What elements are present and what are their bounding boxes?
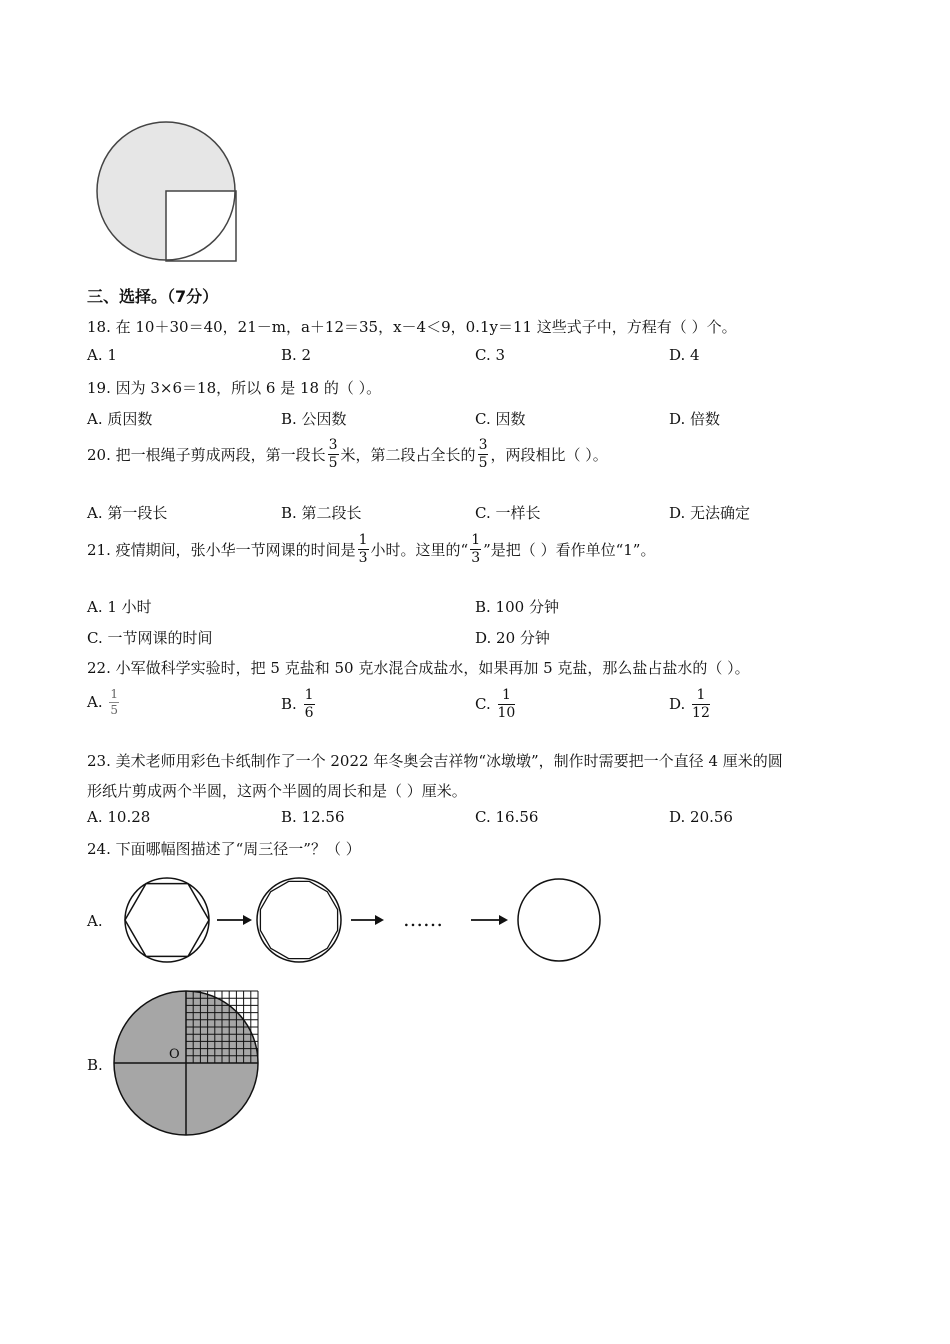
q20-fraction-1: [328, 438, 339, 470]
q23-option-a[interactable]: A. 10.28: [87, 808, 151, 826]
q21-option-a[interactable]: A. 1 小时: [87, 598, 152, 616]
q22-a-num: 1: [110, 687, 119, 701]
q22-option-d[interactable]: [669, 688, 712, 720]
q22-option-b-label: B.: [281, 695, 297, 714]
q22-option-a-fraction: [109, 688, 119, 716]
ellipsis-dots: ……: [403, 907, 443, 931]
q22-option-b-fraction: [304, 688, 315, 720]
q22-d-num: 1: [692, 688, 710, 705]
q20-stem-part3: ，两段相比（ ）。: [490, 445, 608, 464]
q22-b-den: 6: [304, 704, 314, 721]
q21-frac2-den: 3: [471, 549, 481, 566]
arrow-icon: [471, 915, 508, 925]
circle-square-figure: [95, 118, 245, 268]
plain-circle: [518, 879, 600, 961]
q22-option-d-label: D.: [669, 695, 686, 714]
q20-frac2-den: 5: [478, 454, 488, 471]
q19-option-a[interactable]: A. 质因数: [87, 410, 153, 428]
q20-frac2-num: 3: [478, 437, 488, 453]
q21-stem-part3: ”是把（ ）看作单位“1”。: [483, 540, 656, 559]
q22-option-a[interactable]: [87, 688, 121, 716]
q20-stem: [87, 438, 608, 470]
q20-option-b[interactable]: B. 第二段长: [281, 504, 362, 522]
q22-c-den: 10: [497, 704, 516, 721]
q21-option-d[interactable]: D. 20 分钟: [475, 629, 550, 647]
q19-option-d[interactable]: D. 倍数: [669, 410, 721, 428]
q24-option-a-figure: [115, 870, 615, 970]
section-heading: 三、选择。（7分）: [87, 287, 219, 306]
q21-fraction-1: [358, 533, 369, 565]
q21-stem: [87, 533, 655, 565]
q23-option-b[interactable]: B. 12.56: [281, 808, 345, 826]
q18-option-b[interactable]: B. 2: [281, 346, 312, 364]
q24-option-b-figure: [112, 988, 262, 1140]
q21-option-b[interactable]: B. 100 分钟: [475, 598, 559, 616]
q24-stem: 24. 下面哪幅图描述了“周三径一”？（ ）: [87, 840, 361, 858]
q20-option-d[interactable]: D. 无法确定: [669, 504, 751, 522]
q22-option-d-fraction: [692, 688, 710, 720]
q23-option-d[interactable]: D. 20.56: [669, 808, 733, 826]
q20-fraction-2: [478, 438, 489, 470]
q22-stem: 22. 小军做科学实验时，把 5 克盐和 50 克水混合成盐水，如果再加 5 克盐，那么盐占盐水的（ ）。: [87, 659, 750, 677]
q19-option-c[interactable]: C. 因数: [475, 410, 526, 428]
q20-option-a[interactable]: A. 第一段长: [87, 504, 168, 522]
arrow-icon: [217, 915, 252, 925]
q21-frac2-num: 1: [471, 532, 481, 548]
q21-stem-part1: 21. 疫情期间，张小华一节网课的时间是: [87, 540, 356, 559]
q24-option-a-label[interactable]: A.: [87, 912, 103, 930]
q18-stem: 18. 在 10＋30＝40，21－m，a＋12＝35，x－4＜9，0.1y＝11 这些式子中，方程有（ ）个。: [87, 318, 737, 336]
q20-stem-part2: 米，第二段占全长的: [340, 445, 476, 464]
q22-d-den: 12: [692, 704, 710, 721]
q22-c-num: 1: [498, 688, 516, 705]
q22-option-c[interactable]: [475, 688, 517, 720]
q21-stem-part2: 小时。这里的“: [370, 540, 469, 559]
q22-option-c-fraction: [498, 688, 516, 720]
q22-b-num: 1: [304, 687, 314, 703]
q22-option-c-label: C.: [475, 695, 491, 714]
q20-option-c[interactable]: C. 一样长: [475, 504, 541, 522]
q18-option-c[interactable]: C. 3: [475, 346, 506, 364]
q19-option-b[interactable]: B. 公因数: [281, 410, 347, 428]
q18-option-d[interactable]: D. 4: [669, 346, 700, 364]
q21-frac1-num: 1: [358, 532, 368, 548]
q23-option-c[interactable]: C. 16.56: [475, 808, 539, 826]
q21-frac1-den: 3: [358, 549, 368, 566]
q20-frac1-den: 5: [328, 454, 338, 471]
arrow-icon: [351, 915, 384, 925]
center-label: O: [169, 1047, 180, 1062]
q20-frac1-num: 3: [328, 437, 338, 453]
q22-option-a-label: A.: [87, 693, 103, 712]
q19-stem: 19. 因为 3×6＝18，所以 6 是 18 的（ ）。: [87, 379, 382, 397]
q21-fraction-2: [470, 533, 481, 565]
q23-stem-line1: 23. 美术老师用彩色卡纸制作了一个 2022 年冬奥会吉祥物“冰墩墩”，制作时需要把一个直径 4 厘米的圆: [87, 752, 783, 770]
q21-option-c[interactable]: C. 一节网课的时间: [87, 629, 213, 647]
q22-a-den: 5: [110, 702, 119, 717]
q20-stem-part1: 20. 把一根绳子剪成两段，第一段长: [87, 445, 326, 464]
q18-option-a[interactable]: A. 1: [87, 346, 117, 364]
hexagon-circle: [125, 878, 209, 962]
dodecagon-circle: [257, 878, 341, 962]
q24-option-b-label[interactable]: B.: [87, 1056, 103, 1074]
q23-stem-line2: 形纸片剪成两个半圆，这两个半圆的周长和是（ ）厘米。: [87, 782, 467, 800]
q22-option-b[interactable]: [281, 688, 317, 720]
